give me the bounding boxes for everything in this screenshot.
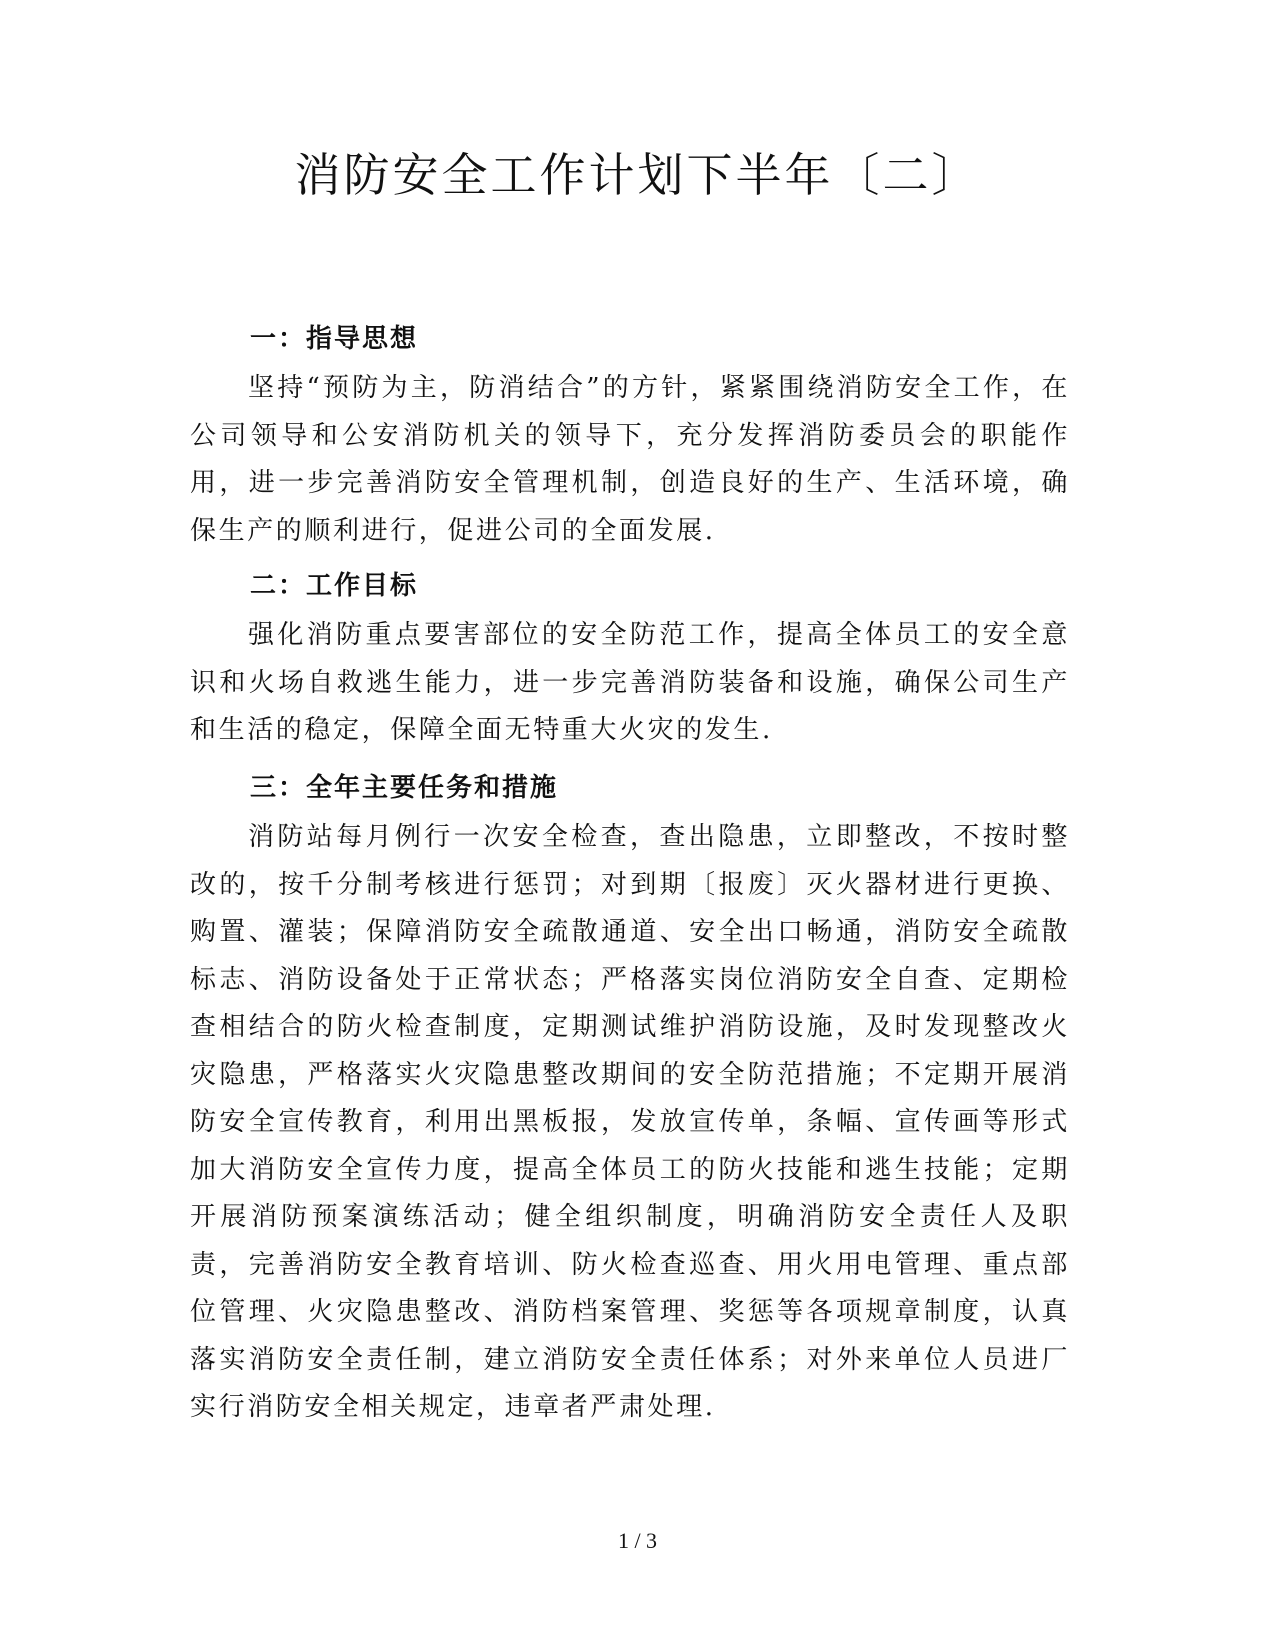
paragraph-guiding-ideology: 坚持“预防为主，防消结合”的方针，紧紧围绕消防安全工作，在公司领导和公安消防机关的领导下，充分发挥消防委员会的职能作用，进一步完善消防安全管理机制，创造良好的生产、生活环境，确保生产的顺利进行，促进公司的全面发展. — [190, 373, 1070, 546]
section-heading-work-goals: 二：工作目标 — [250, 571, 419, 601]
section-body-main-tasks — [190, 814, 1070, 1432]
section-body-guiding-ideology — [190, 365, 1070, 555]
paragraph-main-tasks: 消防站每月例行一次安全检查，查出隐患，立即整改，不按时整改的，按千分制考核进行惩罚；对到期〔报废〕灭火器材进行更换、购置、灌装；保障消防安全疏散通道、安全出口畅通，消防安全疏散标志、消防设备处于正常状态；严格落实岗位消防安全自查、定期检查相结合的防火检查制度，定期测试维护消防设施，及时发现整改火灾隐患，严格落实火灾隐患整改期间的安全防范措施；不定期开展消防安全宣传教育，利用出黑板报，发放宣传单，条幅、宣传画等形式加大消防安全宣传力度，提高全体员工的防火技能和逃生技能；定期开展消防预案演练活动；健全组织制度，明确消防安全责任人及职责，完善消防安全教育培训、防火检查巡查、用火用电管理、重点部位管理、火灾隐患整改、消防档案管理、奖惩等各项规章制度，认真落实消防安全责任制，建立消防安全责任体系；对外来单位人员进厂实行消防安全相关规定，违章者严肃处理. — [190, 822, 1070, 1422]
section-heading-guiding-ideology: 一：指导思想 — [250, 324, 419, 354]
section-body-work-goals — [190, 612, 1070, 755]
page-number: 1 / 3 — [617, 1528, 658, 1553]
section-heading-main-tasks: 三：全年主要任务和措施 — [250, 773, 559, 803]
document-title: 消防安全工作计划下半年〔二〕 — [294, 148, 981, 202]
paragraph-work-goals: 强化消防重点要害部位的安全防范工作，提高全体员工的安全意识和火场自救逃生能力，进一步完善消防装备和设施，确保公司生产和生活的稳定，保障全面无特重大火灾的发生. — [190, 620, 1070, 745]
